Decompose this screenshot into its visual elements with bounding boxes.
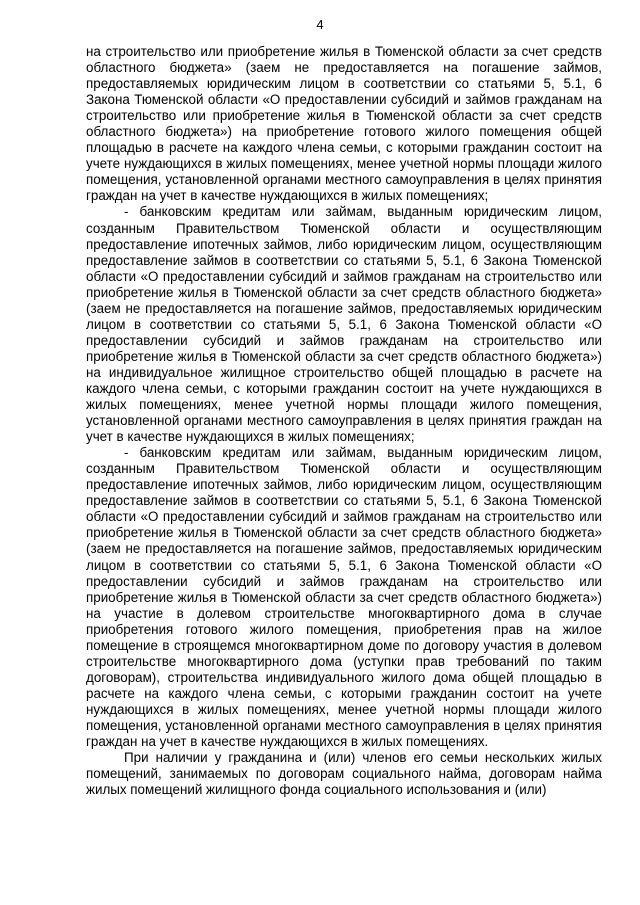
page-number: 4 <box>316 17 324 32</box>
paragraph-bank-credits-shared-construction: - банковским кредитам или займам, выданным юридическим лицом, созданным Правительством Тюменской области и осуществляющим предоставление ипотечных займов, либо юридическим лицом, осуществляющим предоставление займов в соответствии со статьями 5, 5.1, 6 Закона Тюменской области «О предоставлении субсидий и займов гражданам на строительство или приобретение жилья в Тюменской области за счет средств областного бюджета» (заем не предоставляется на погашение займов, предоставляемых юридическим лицом в соответствии со статьями 5, 5.1, 6 Закона Тюменской области «О предоставлении субсидий и займов гражданам на строительство или приобретение жилья в Тюменской области за счет средств областного бюджета») на участие в долевом строительстве многоквартирного дома в случае приобретения готового жилого помещения, приобретения прав на жилое помещение в строящемся многоквартирном доме по договору участия в долевом строительстве многоквартирного дома (уступки прав требований по таким договорам), строительства индивидуального жилого дома общей площадью в расчете на каждого члена семьи, с которыми гражданин состоит на учете нуждающихся в жилых помещениях, менее учетной нормы площади жилого помещения, установленной органами местного самоуправления в целях принятия граждан на учет в качестве нуждающихся в жилых помещениях. <box>86 445 602 750</box>
paragraph-continuation: на строительство или приобретение жилья в Тюменской области за счет средств областного бюджета» (заем не предоставляется на погашение займов, предоставляемых юридическим лицом в соответствии со статьями 5, 5.1, 6 Закона Тюменской области «О предоставлении субсидий и займов гражданам на строительство или приобретение жилья в Тюменской области за счет средств областного бюджета») на приобретение готового жилого помещения общей площадью в расчете на каждого члена семьи, с которыми гражданин состоит на учете нуждающихся в жилых помещениях, менее учетной нормы площади жилого помещения, установленной органами местного самоуправления в целях принятия граждан на учет в качестве нуждающихся в жилых помещениях; <box>86 44 602 204</box>
paragraph-multiple-dwellings: При наличии у гражданина и (или) членов его семьи нескольких жилых помещений, занимаемых по договорам социального найма, договорам найма жилых помещений жилищного фонда социального использования и (или) <box>86 750 602 798</box>
document-body <box>86 44 602 798</box>
paragraph-bank-credits-individual-construction: - банковским кредитам или займам, выданным юридическим лицом, созданным Правительством Тюменской области и осуществляющим предоставление ипотечных займов, либо юридическим лицом, осуществляющим предоставление займов в соответствии со статьями 5, 5.1, 6 Закона Тюменской области «О предоставлении субсидий и займов гражданам на строительство или приобретение жилья в Тюменской области за счет средств областного бюджета» (заем не предоставляется на погашение займов, предоставляемых юридическим лицом в соответствии со статьями 5, 5.1, 6 Закона Тюменской области «О предоставлении субсидий и займов гражданам на строительство или приобретение жилья в Тюменской области за счет средств областного бюджета») на индивидуальное жилищное строительство общей площадью в расчете на каждого члена семьи, с которыми гражданин состоит на учете нуждающихся в жилых помещениях, менее учетной нормы площади жилого помещения, установленной органами местного самоуправления в целях принятия граждан на учет в качестве нуждающихся в жилых помещениях; <box>86 204 602 445</box>
